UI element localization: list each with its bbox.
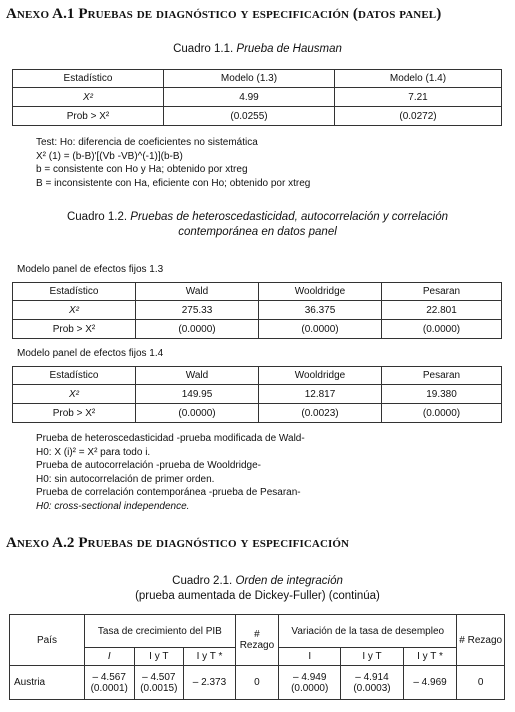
p-value: (0.0000): [291, 682, 329, 694]
table-header-row: [10, 615, 505, 648]
header-cell: # Rezago: [235, 615, 278, 666]
value-cell: – 2.373: [184, 666, 236, 700]
table-1-2-caption: [0, 210, 515, 240]
caption-prefix: Cuadro 1.2.: [66, 211, 128, 223]
stat-cell: X²: [13, 301, 136, 320]
table-row: [13, 320, 502, 339]
note-line: H0: cross-sectional independence.: [36, 500, 190, 512]
caption-line: [0, 574, 515, 589]
value-cell: (0.0000): [136, 404, 259, 423]
value-cell: 275.33: [136, 301, 259, 320]
table-row: [13, 385, 502, 404]
value-cell: [84, 666, 134, 700]
caption-prefix: Cuadro 2.1.: [172, 575, 233, 587]
header-cell: Variación de la tasa de desempleo: [279, 615, 457, 648]
value-cell: (0.0023): [259, 404, 382, 423]
subheader-cell: I: [84, 648, 134, 666]
header-cell: # Rezago: [457, 615, 505, 666]
table-row: [13, 404, 502, 423]
value-cell: 19.380: [382, 385, 502, 404]
value-cell: [134, 666, 184, 700]
value-cell: [341, 666, 403, 700]
note-line: b = consistente con Ho y Ha; obtenido por xtreg: [36, 164, 248, 175]
value-cell: (0.0000): [136, 320, 259, 339]
table-header-row: [13, 283, 502, 301]
stat-cell: X²: [13, 385, 136, 404]
header-cell: Modelo (1.4): [335, 70, 502, 88]
table-row: [13, 88, 502, 107]
value-cell: 22.801: [382, 301, 502, 320]
value-cell: (0.0272): [335, 107, 502, 126]
stat-value: – 4.507: [142, 671, 176, 683]
value-cell: (0.0255): [164, 107, 335, 126]
header-cell: Estadístico: [13, 70, 164, 88]
annex-a2-title: Anexo A.2 Pruebas de diagnóstico y especificación: [6, 535, 350, 551]
annex-a1-title: Anexo A.1 Pruebas de diagnóstico y especificación (datos panel): [6, 6, 442, 22]
header-cell: Wald: [136, 367, 259, 385]
panel-1-4-label: Modelo panel de efectos fijos 1.4: [17, 348, 164, 359]
header-cell: Wooldridge: [259, 367, 382, 385]
country-cell: Austria: [10, 666, 85, 700]
note-line: B = inconsistente con Ha, eficiente con Ho; obtenido por xtreg: [36, 177, 311, 189]
note-line: H0: X (i)² = X² para todo i.: [36, 446, 151, 458]
subheader-cell: I y T: [341, 648, 403, 666]
note-line: H0: sin autocorrelación de primer orden.: [36, 473, 215, 485]
lag-cell: 0: [235, 666, 278, 700]
stat-cell: Prob > X²: [13, 404, 136, 423]
value-cell: (0.0000): [382, 404, 502, 423]
note-line: Prueba de heteroscedasticidad -prueba modificada de Wald-: [36, 433, 305, 444]
value-cell: [279, 666, 341, 700]
caption-line: [0, 225, 515, 240]
header-cell: Pesaran: [382, 367, 502, 385]
p-value: (0.0003): [353, 682, 391, 694]
stat-value: – 4.567: [92, 671, 126, 683]
caption-line: [0, 210, 515, 225]
caption-line: (prueba aumentada de Dickey-Fuller) (continúa): [135, 590, 380, 602]
value-cell: (0.0000): [382, 320, 502, 339]
value-cell: – 4.969: [403, 666, 457, 700]
header-cell: Estadístico: [13, 367, 136, 385]
header-cell: Wooldridge: [259, 283, 382, 301]
value-cell: 149.95: [136, 385, 259, 404]
note-line: X² (1) = (b-B)'[(Vb -VB)^(-1)](b-B): [36, 150, 183, 162]
stat-value: – 4.914: [355, 671, 389, 683]
hausman-table: [12, 69, 502, 126]
table-header-row: [13, 367, 502, 385]
caption-title: Pruebas de heteroscedasticidad, autocorrelación y correlación: [130, 211, 449, 223]
lag-cell: 0: [457, 666, 505, 700]
table-row: [13, 301, 502, 320]
note-line: Prueba de correlación contemporánea -prueba de Pesaran-: [36, 487, 301, 498]
value-cell: 36.375: [259, 301, 382, 320]
header-cell: Wald: [136, 283, 259, 301]
value-cell: 4.99: [164, 88, 335, 107]
stat-cell: Prob > X²: [13, 107, 164, 126]
table-row: [10, 666, 505, 700]
subheader-cell: I: [279, 648, 341, 666]
caption-prefix: Cuadro 1.1.: [173, 43, 234, 55]
p-value: (0.0001): [90, 682, 128, 694]
header-cell: Tasa de crecimiento del PIB: [84, 615, 235, 648]
note-line: Test: Ho: diferencia de coeficientes no sistemática: [36, 137, 258, 148]
panel-1-3-table: [12, 282, 502, 339]
table-header-row: [13, 70, 502, 88]
stat-cell: Prob > X²: [13, 320, 136, 339]
table-1-1-caption: [0, 42, 515, 57]
header-cell: Estadístico: [13, 283, 136, 301]
table-2-1-caption: [0, 574, 515, 604]
value-cell: 12.817: [259, 385, 382, 404]
dickey-fuller-table: [9, 614, 505, 700]
subheader-cell: I y T *: [184, 648, 236, 666]
header-cell: Pesaran: [382, 283, 502, 301]
caption-title-cont: contemporánea en datos panel: [178, 226, 337, 238]
heteroscedasticity-notes: [36, 432, 305, 513]
panel-1-4-table: [12, 366, 502, 423]
hausman-notes: [36, 136, 310, 190]
subheader-cell: I y T: [134, 648, 184, 666]
header-cell: Modelo (1.3): [164, 70, 335, 88]
stat-cell: X²: [13, 88, 164, 107]
value-cell: (0.0000): [259, 320, 382, 339]
caption-title: Orden de integración: [235, 575, 343, 587]
table-row: [13, 107, 502, 126]
panel-1-3-label: Modelo panel de efectos fijos 1.3: [17, 264, 164, 275]
p-value: (0.0015): [140, 682, 178, 694]
caption-title: Prueba de Hausman: [236, 43, 342, 55]
stat-value: – 4.949: [293, 671, 327, 683]
subheader-cell: I y T *: [403, 648, 457, 666]
value-cell: 7.21: [335, 88, 502, 107]
header-cell: País: [10, 615, 85, 666]
note-line: Prueba de autocorrelación -prueba de Wooldridge-: [36, 460, 261, 471]
